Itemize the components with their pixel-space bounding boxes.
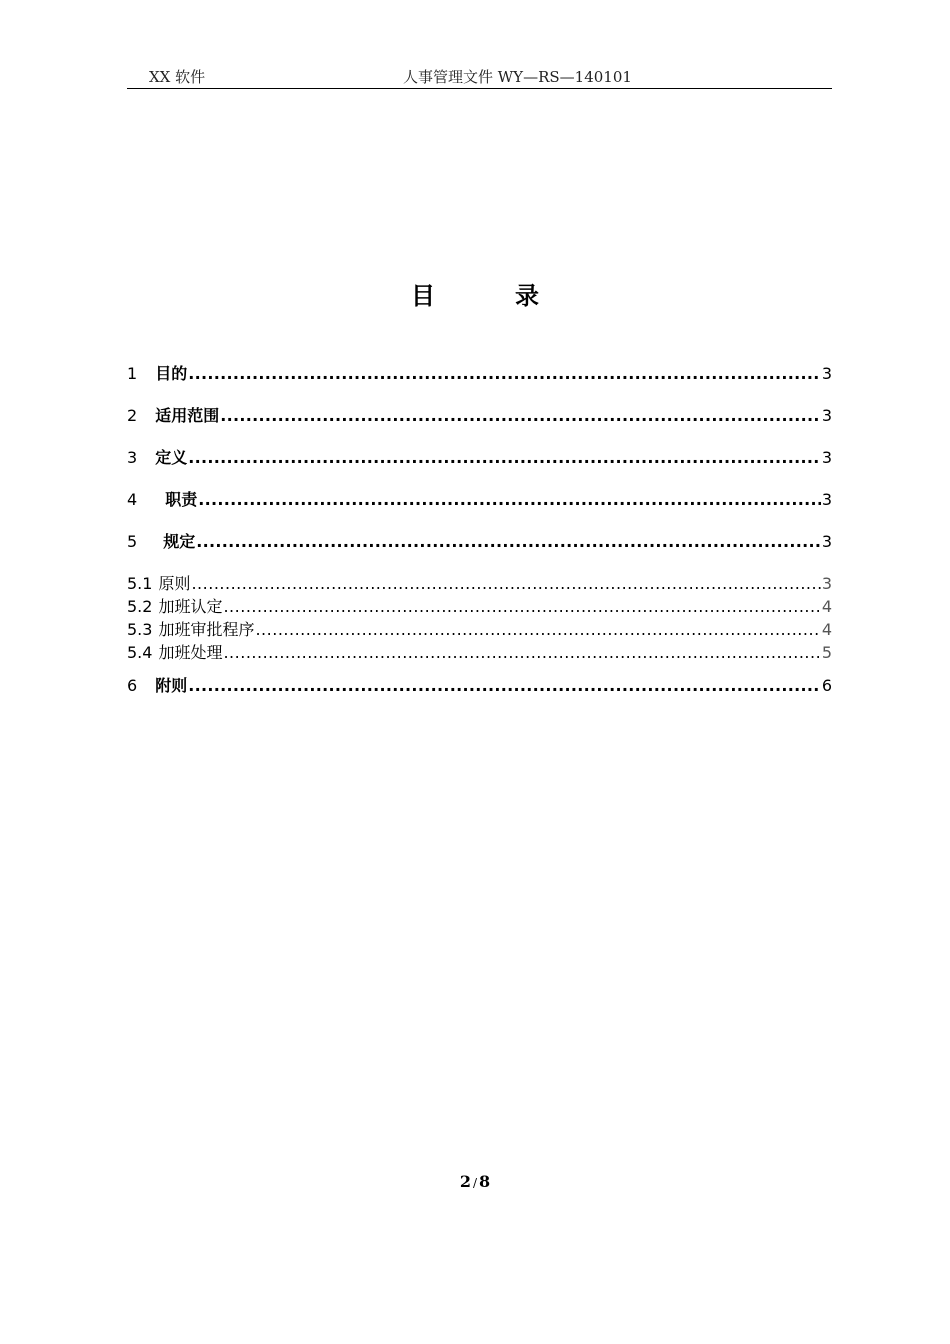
current-page-number: 2 — [459, 1172, 471, 1191]
toc-entry-page: 3 — [821, 490, 832, 509]
toc-subentry-label: 加班审批程序 — [158, 620, 255, 639]
table-of-contents — [127, 363, 832, 717]
toc-leader-dots — [255, 619, 820, 641]
header-company: XX 软件 — [149, 68, 206, 86]
toc-subentry-number: 5.1 — [127, 574, 153, 593]
toc-subentry-page: 4 — [821, 620, 832, 639]
toc-subentry-page: 4 — [821, 597, 832, 616]
toc-entry-4[interactable] — [127, 489, 832, 531]
toc-subentry-page: 5 — [821, 643, 832, 662]
toc-subentry-5-2[interactable] — [127, 596, 832, 619]
toc-subentry-label: 加班认定 — [158, 597, 223, 616]
toc-subentry-number: 5.3 — [127, 620, 153, 639]
total-pages-number: 8 — [479, 1172, 491, 1191]
toc-subentry-5-3[interactable] — [127, 619, 832, 642]
page-header — [127, 62, 832, 89]
toc-entry-label: 定义 — [155, 448, 188, 467]
toc-leader-dots — [191, 573, 820, 595]
toc-entry-number: 5 — [127, 532, 138, 551]
toc-title: 目 录 — [411, 282, 567, 310]
toc-subentry-page: 3 — [821, 574, 832, 593]
toc-entry-label: 附则 — [155, 676, 188, 695]
toc-entry-number: 4 — [127, 490, 138, 509]
toc-entry-number: 1 — [127, 364, 138, 383]
toc-leader-dots — [198, 489, 821, 511]
toc-leader-dots — [188, 363, 821, 385]
toc-entry-label: 职责 — [165, 490, 198, 509]
toc-spacer — [127, 665, 832, 675]
toc-subentry-5-1[interactable] — [127, 573, 832, 596]
toc-entry-page: 3 — [821, 532, 832, 551]
toc-subentry-label: 加班处理 — [158, 643, 223, 662]
toc-entry-page: 3 — [821, 364, 832, 383]
toc-entry-page: 6 — [821, 676, 832, 695]
toc-leader-dots — [196, 531, 821, 553]
toc-leader-dots — [223, 642, 820, 664]
toc-entry-number: 3 — [127, 448, 138, 467]
toc-entry-page: 3 — [821, 406, 832, 425]
toc-leader-dots — [223, 596, 820, 618]
toc-subentry-number: 5.4 — [127, 643, 153, 662]
toc-entry-label: 目的 — [155, 364, 188, 383]
toc-entry-number: 2 — [127, 406, 138, 425]
page-separator: / — [472, 1176, 478, 1190]
toc-subentry-5-4[interactable] — [127, 642, 832, 665]
toc-subentry-number: 5.2 — [127, 597, 153, 616]
toc-entry-page: 3 — [821, 448, 832, 467]
toc-entry-2[interactable] — [127, 405, 832, 447]
header-doc-title: 人事管理文件 WY—RS—140101 — [403, 68, 632, 86]
toc-leader-dots — [220, 405, 821, 427]
toc-leader-dots — [188, 675, 821, 697]
toc-entry-number: 6 — [127, 676, 138, 695]
toc-entry-3[interactable] — [127, 447, 832, 489]
page-footer — [0, 1172, 950, 1191]
toc-leader-dots — [188, 447, 821, 469]
toc-entry-6[interactable] — [127, 675, 832, 717]
toc-entry-label: 规定 — [163, 532, 196, 551]
toc-subentry-label: 原则 — [158, 574, 191, 593]
toc-entry-5[interactable] — [127, 531, 832, 573]
toc-entry-label: 适用范围 — [155, 406, 220, 425]
toc-entry-1[interactable] — [127, 363, 832, 405]
